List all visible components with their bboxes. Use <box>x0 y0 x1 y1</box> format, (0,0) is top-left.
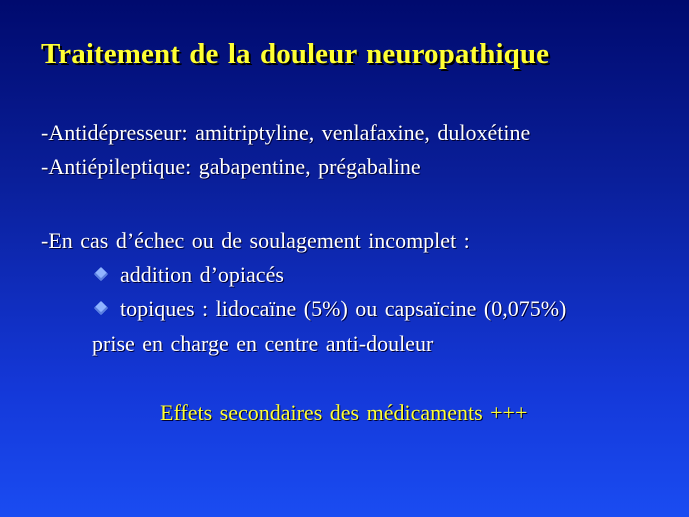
bullet-item-opiaces <box>96 262 284 288</box>
effects-note: Effets secondaires des médicaments +++ <box>160 400 528 425</box>
bullet-text: addition d’opiacés <box>120 262 284 287</box>
bullet-text: topiques : lidocaïne (5%) ou capsaïcine (0,075%) <box>120 296 567 321</box>
diamond-bullet-icon <box>94 267 108 281</box>
diamond-bullet-icon <box>94 301 108 315</box>
line-echec: -En cas d’échec ou de soulagement incomplet : <box>41 228 470 253</box>
line-antidepresseur: -Antidépresseur: amitriptyline, venlafaxine, duloxétine <box>41 120 531 145</box>
bullet-item-topiques <box>96 296 566 322</box>
slide-title: Traitement de la douleur neuropathique <box>41 38 550 70</box>
line-antiepileptique: -Antiépileptique: gabapentine, prégabaline <box>41 154 421 179</box>
line-prise-en-charge: prise en charge en centre anti-douleur <box>92 331 434 356</box>
